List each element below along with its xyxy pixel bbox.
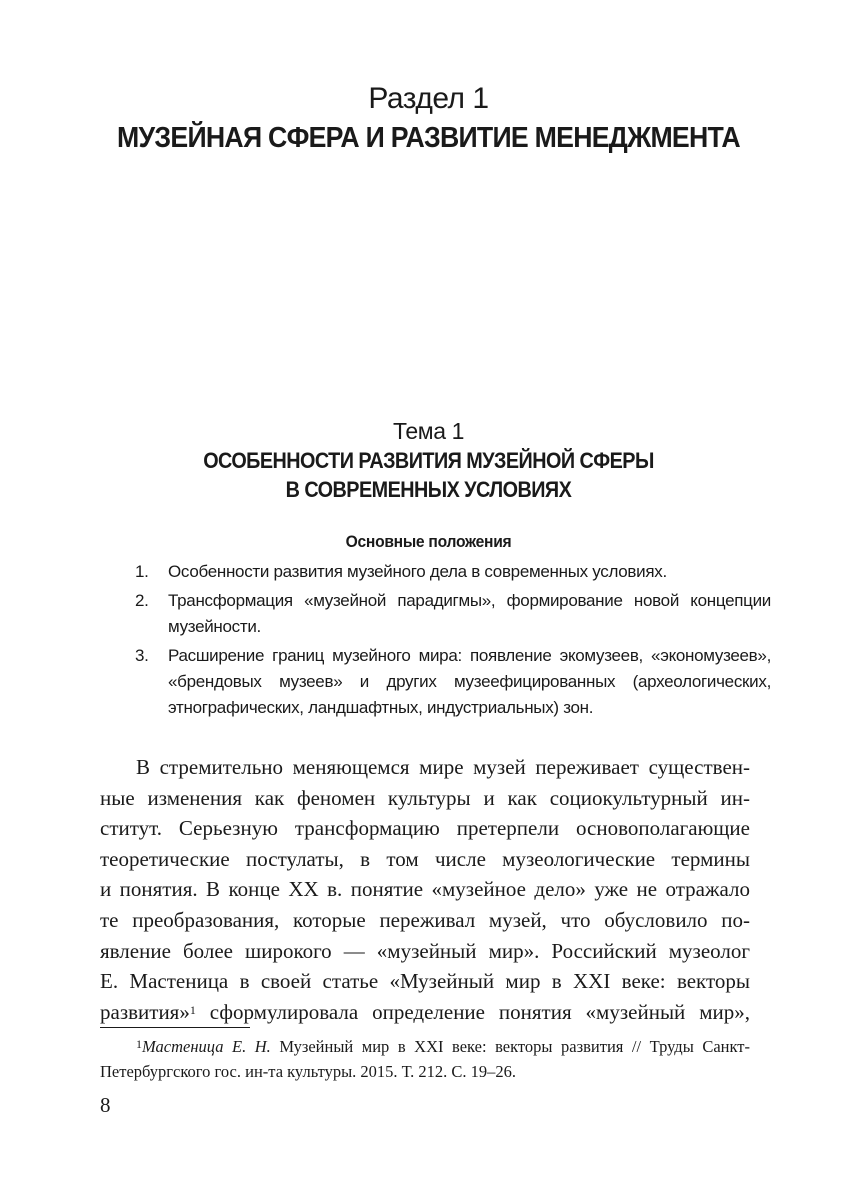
list-item-text: Особенности развития музейного дела в современных условиях. — [168, 562, 667, 581]
footnote-line: Петербургского гос. ин-та культуры. 2015. Т. 212. С. 19–26. — [100, 1062, 516, 1081]
footnote-text: Музейный мир в XXI веке: векторы развития // Труды Санкт- — [270, 1037, 750, 1056]
footnote-author: Мастеница Е. Н. — [142, 1037, 271, 1056]
main-points-heading: Основные положения — [345, 532, 512, 551]
body-line: те преобразования, которые переживал музей, что обусловило по- — [100, 907, 750, 932]
body-line: ные изменения как феномен культуры и как социокультурный ин- — [100, 785, 750, 810]
list-item — [103, 559, 771, 585]
body-paragraph — [100, 752, 750, 1027]
footnote-divider — [100, 1027, 250, 1028]
list-item-number: 2. — [135, 591, 149, 610]
list-item — [103, 588, 771, 640]
footnote-reference[interactable]: 1 — [189, 1002, 196, 1017]
page-number: 8 — [100, 1093, 111, 1117]
body-line: ститут. Серьезную трансформацию претерпели основополагающие — [100, 816, 750, 841]
body-line-text: сформулировала определение понятия «музейный мир», — [195, 999, 750, 1024]
main-points-list — [103, 559, 771, 724]
list-item — [103, 643, 771, 721]
list-item-text: Трансформация «музейной парадигмы», формирование новой концепции музейности. — [168, 591, 771, 636]
body-line: теоретические постулаты, в том числе музеологические термины — [100, 846, 750, 871]
footnote-marker: 1 — [136, 1037, 142, 1051]
list-item-number: 1. — [135, 562, 149, 581]
list-item-text: Расширение границ музейного мира: появление экомузеев, «экономузеев», «брендовых музеев» и других музеефицированных (археологических, этнографических, ландшафтных, индустриальных) зон. — [168, 646, 771, 717]
topic-title-line: В СОВРЕМЕННЫХ УСЛОВИЯХ — [285, 477, 572, 502]
footnote — [100, 1034, 750, 1084]
footnote-line — [100, 1034, 750, 1059]
topic-title-line: ОСОБЕННОСТИ РАЗВИТИЯ МУЗЕЙНОЙ СФЕРЫ — [203, 448, 654, 473]
topic-label: Тема 1 — [393, 418, 464, 444]
body-line: В стремительно меняющемся мире музей переживает существен- — [136, 755, 750, 779]
list-item-number: 3. — [135, 646, 149, 665]
body-line-text: развития» — [100, 999, 190, 1024]
topic-title — [43, 446, 814, 504]
body-line — [100, 997, 750, 1028]
section-label: Раздел 1 — [368, 82, 489, 115]
body-line: и понятия. В конце XX в. понятие «музейное дело» уже не отражало — [100, 877, 750, 902]
section-title: МУЗЕЙНАЯ СФЕРА И РАЗВИТИЕ МЕНЕДЖМЕНТА — [117, 122, 740, 154]
body-line: Е. Мастеница в своей статье «Музейный мир в XXI веке: векторы — [100, 969, 750, 994]
body-line: явление более широкого — «музейный мир». Российский музеолог — [100, 938, 750, 963]
